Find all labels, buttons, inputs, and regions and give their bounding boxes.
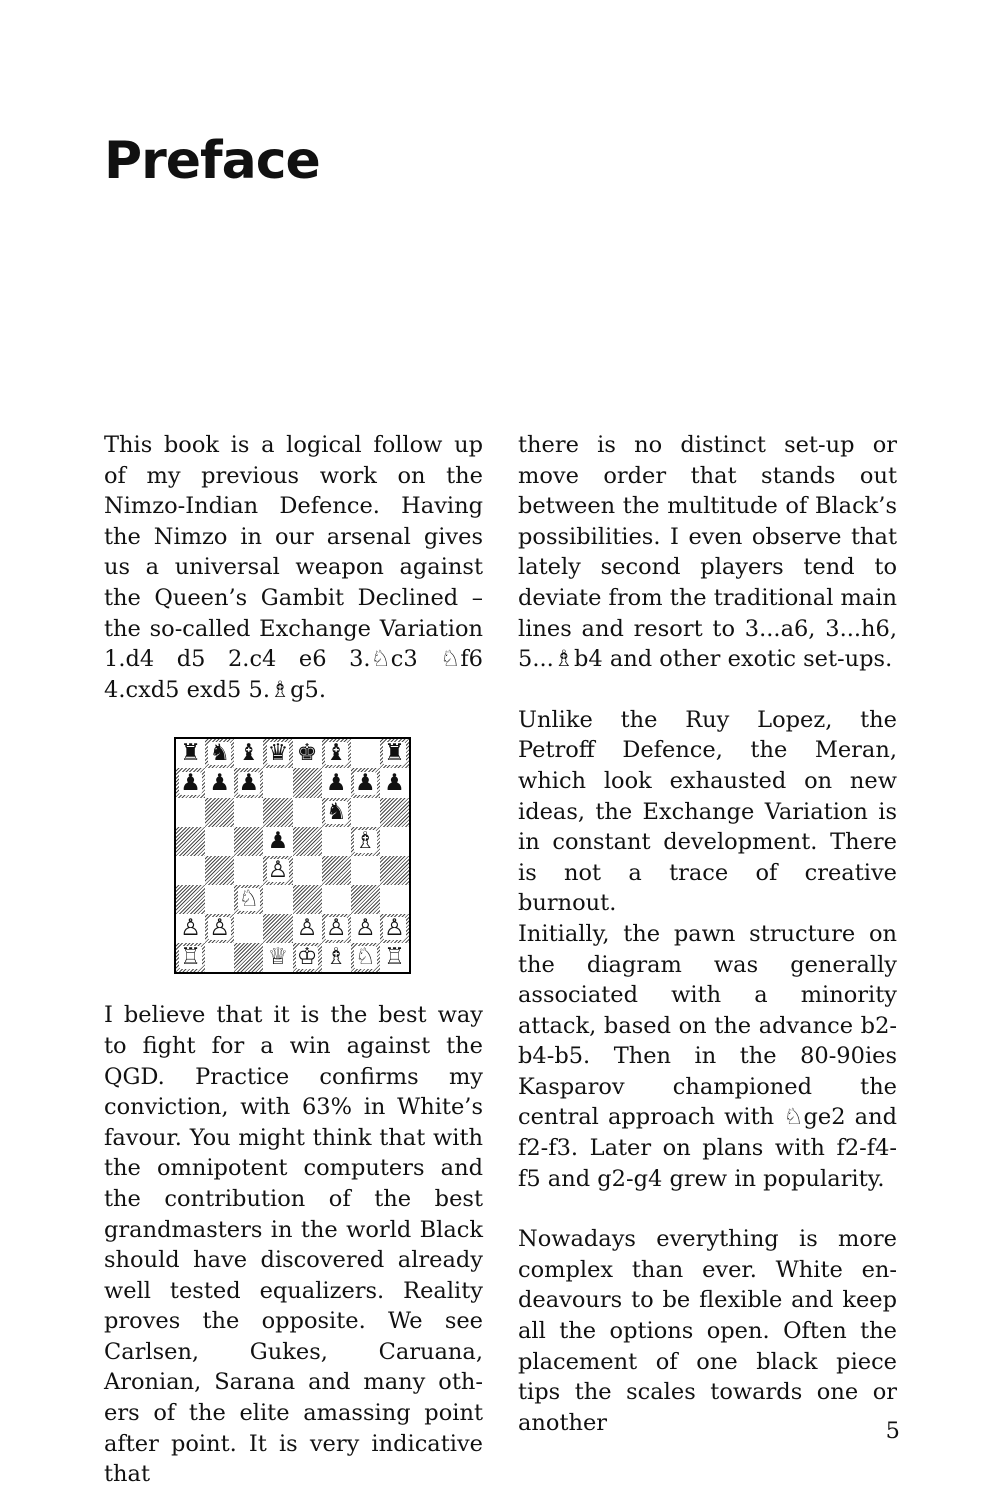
chess-piece-icon: ♙ (355, 915, 376, 942)
board-square (263, 827, 292, 856)
paragraph: I believe that it is the best way to fight for a win against the QGD. Practice confirms my conviction, with 63% in White’s favour. You might think that with the omnipotent computers and the contribution of the best grandmasters in the world Black should have discovered already well tested equalizers. Reality proves the opposite. We see Carlsen, Gukes, Caruana, Aronian, Sarana and many others of the elite amassing point after point. It is very indicative that (104, 1002, 483, 1488)
board-square (176, 914, 205, 943)
chess-piece-icon: ♞ (325, 798, 347, 825)
chess-piece-icon: ♙ (209, 915, 230, 942)
board-square (205, 885, 234, 914)
paragraph: Nowadays everything is more complex than ever. White endeavours to be flexible and keep all the options open. Often the placement of one black piece tips the scales towards one or another (518, 1226, 897, 1436)
board-square (380, 885, 409, 914)
board-square (234, 768, 263, 797)
paragraph: there is no distinct set-up or move order that stands out between the multitude of Black’s possibilities. I even observe that lately second players tend to deviate from the traditional main lines and resort to 3...a6, 3...h6, 5...♗b4 and other exotic set-ups. (518, 432, 897, 673)
board-square (351, 827, 380, 856)
board-square (234, 827, 263, 856)
chess-piece-icon: ♛ (267, 740, 289, 767)
chess-piece-icon: ♚ (296, 740, 318, 767)
board-square (176, 768, 205, 797)
board-square (322, 914, 351, 943)
board-square (322, 768, 351, 797)
chess-piece-icon: ♝ (238, 740, 260, 767)
page-number: 5 (885, 1418, 900, 1444)
board-square (351, 885, 380, 914)
board-square (293, 798, 322, 827)
chess-piece-icon: ♗ (355, 827, 376, 854)
chess-piece-icon: ♙ (325, 915, 347, 942)
board-square (205, 856, 234, 885)
paragraph: Initially, the pawn structure on the diagram was generally associated with a minority attack, based on the advance b2-b4-b5. Then in the 80-90ies Kasparov championed the central approach with ♘ge2 and f2-f3. Later on plans with f2-f4-f5 and g2-g4 grew in popularity. (518, 920, 897, 1192)
chess-piece-icon: ♔ (296, 944, 318, 971)
chess-piece-icon: ♝ (325, 740, 347, 767)
chess-piece-icon: ♙ (180, 915, 201, 942)
chess-piece-icon: ♘ (355, 944, 376, 971)
board-square (176, 739, 205, 768)
board-square (176, 798, 205, 827)
board-square (293, 885, 322, 914)
board-square (263, 943, 292, 972)
page-title: Preface (104, 131, 320, 191)
chess-piece-icon: ♙ (267, 856, 289, 883)
board-square (322, 943, 351, 972)
chess-piece-icon: ♖ (384, 944, 405, 971)
board-square (351, 768, 380, 797)
chess-piece-icon: ♜ (384, 740, 405, 767)
board-square (293, 739, 322, 768)
board-square (205, 739, 234, 768)
board-square (351, 856, 380, 885)
board-square (234, 914, 263, 943)
board-square (351, 914, 380, 943)
board-square (263, 885, 292, 914)
paragraph: Unlike the Ruy Lopez, the Petroff Defence, the Meran, which look exhausted on new ideas, the Exchange Variation is in constant development. There is not a trace of creative burnout. (518, 706, 897, 917)
board-square (176, 827, 205, 856)
board-square (293, 856, 322, 885)
board-square (205, 827, 234, 856)
chess-piece-icon: ♗ (325, 944, 347, 971)
chess-piece-icon: ♙ (296, 915, 318, 942)
board-square (322, 798, 351, 827)
chess-piece-icon: ♟ (180, 769, 201, 796)
paragraph: This book is a logical follow up of my previous work on the Nimzo-Indian Defence. Having the Nimzo in our arsenal gives us a universal weapon against the Queen’s Gambit Declined – the so-called Exchange Variation 1.d4 d5 2.c4 e6 3.♘c3 ♘f6 4.cxd5 exd5 5.♗g5. (104, 432, 483, 703)
board-square (293, 914, 322, 943)
board-square (234, 943, 263, 972)
chess-piece-icon: ♕ (267, 944, 289, 971)
chess-diagram (174, 737, 411, 974)
board-square (263, 914, 292, 943)
chess-piece-icon: ♜ (180, 740, 201, 767)
board-square (205, 768, 234, 797)
chess-piece-icon: ♟ (325, 769, 347, 796)
board-square (293, 768, 322, 797)
board-square (205, 914, 234, 943)
left-column (104, 430, 483, 1490)
board-square (176, 885, 205, 914)
board-square (293, 827, 322, 856)
board-square (322, 856, 351, 885)
board-square (351, 798, 380, 827)
chess-piece-icon: ♟ (238, 769, 260, 796)
chess-piece-icon: ♞ (209, 740, 230, 767)
board-square (322, 885, 351, 914)
board-square (176, 943, 205, 972)
board-square (380, 914, 409, 943)
board-square (263, 739, 292, 768)
board-square (380, 798, 409, 827)
board-square (380, 768, 409, 797)
chess-piece-icon: ♟ (355, 769, 376, 796)
board-square (263, 768, 292, 797)
chess-piece-icon: ♙ (384, 915, 405, 942)
chess-piece-icon: ♟ (384, 769, 405, 796)
chess-piece-icon: ♘ (238, 886, 260, 913)
board-square (380, 739, 409, 768)
board-square (293, 943, 322, 972)
right-column (518, 430, 897, 1438)
board-square (380, 827, 409, 856)
board-square (263, 856, 292, 885)
board-square (205, 943, 234, 972)
board-square (205, 798, 234, 827)
board-square (351, 739, 380, 768)
board-square (322, 827, 351, 856)
board-square (176, 856, 205, 885)
board-square (380, 943, 409, 972)
board-square (380, 856, 409, 885)
board-square (234, 885, 263, 914)
chess-piece-icon: ♟ (209, 769, 230, 796)
board-square (263, 798, 292, 827)
board-square (234, 856, 263, 885)
board-square (234, 739, 263, 768)
board-square (351, 943, 380, 972)
chess-piece-icon: ♟ (267, 827, 289, 854)
board-square (322, 739, 351, 768)
board-square (234, 798, 263, 827)
chess-piece-icon: ♖ (180, 944, 201, 971)
